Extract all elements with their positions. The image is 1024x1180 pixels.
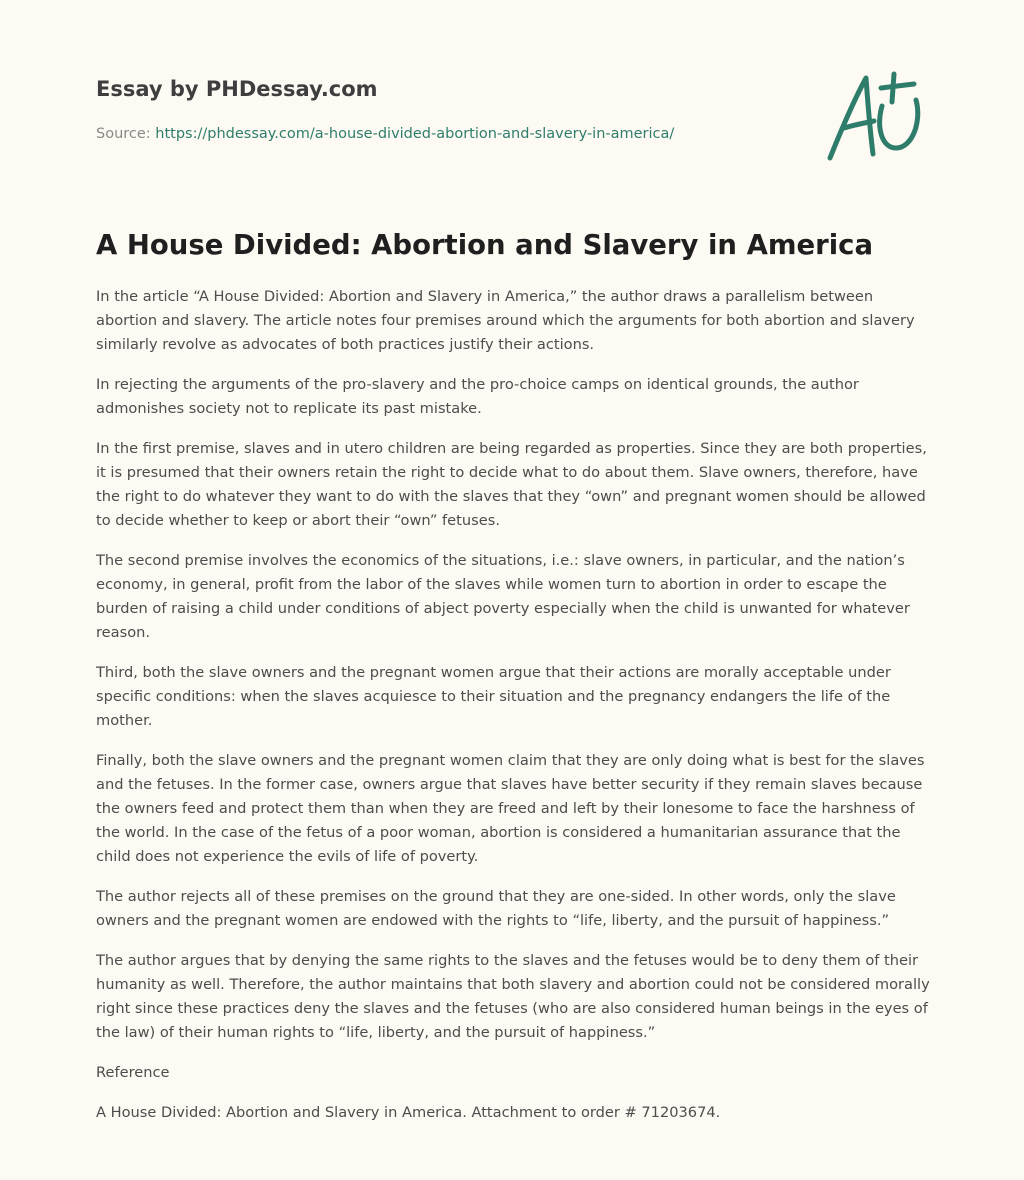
paragraph: In rejecting the arguments of the pro-slavery and the pro-choice camps on identical grounds, the author admonishes society not to replicate its past mistake.	[96, 376, 859, 417]
essay-body	[96, 285, 938, 1141]
site-title: Essay by PHDessay.com	[96, 77, 378, 101]
paragraph: In the first premise, slaves and in utero children are being regarded as properties. Since they are both properties, it is presumed that their owners retain the right to decide what to do about them. Slave owners, therefore, have the right to do whatever they want to do with the slaves that they “own” and pregnant women should be allowed to decide whether to keep or abort their “own” fetuses.	[96, 440, 927, 529]
source-label: Source:	[96, 126, 156, 142]
paragraph: Third, both the slave owners and the pregnant women argue that their actions are morally acceptable under specific conditions: when the slaves acquiesce to their situation and the pregnancy endangers the life of the mother.	[96, 664, 891, 729]
paragraph: Finally, both the slave owners and the pregnant women claim that they are only doing what is best for the slaves and the fetuses. In the former case, owners argue that slaves have better security if they remain slaves because the owners feed and protect them than when they are freed and left by their lonesome to face the harshness of the world. In the case of the fetus of a poor woman, abortion is considered a humanitarian assurance that the child does not experience the evils of life of poverty.	[96, 752, 925, 865]
reference-heading: Reference	[96, 1064, 170, 1081]
paragraph: The second premise involves the economics of the situations, i.e.: slave owners, in particular, and the nation’s economy, in general, profit from the labor of the slaves while women turn to abortion in order to escape the burden of raising a child under conditions of abject poverty especially when the child is unwanted for whatever reason.	[96, 552, 910, 641]
paragraph: The author rejects all of these premises on the ground that they are one-sided. In other words, only the slave owners and the pregnant women are endowed with the rights to “life, liberty, and the pursuit of happiness.”	[96, 888, 896, 929]
reference-entry: A House Divided: Abortion and Slavery in America. Attachment to order # 71203674.	[96, 1104, 721, 1121]
paragraph: The author argues that by denying the same rights to the slaves and the fetuses would be to deny them of their humanity as well. Therefore, the author maintains that both slavery and abortion could not be considered morally right since these practices deny the slaves and the fetuses (who are also considered human beings in the eyes of the law) of their human rights to “life, liberty, and the pursuit of happiness.”	[96, 952, 930, 1041]
essay-title: A House Divided: Abortion and Slavery in America	[96, 229, 874, 261]
paragraph: In the article “A House Divided: Abortion and Slavery in America,” the author draws a parallelism between abortion and slavery. The article notes four premises around which the arguments for both abortion and slavery similarly revolve as advocates of both practices justify their actions.	[96, 288, 915, 353]
source-link[interactable]: https://phdessay.com/a-house-divided-abortion-and-slavery-in-america/	[155, 126, 675, 142]
a-plus-logo-icon	[820, 66, 930, 166]
page-header	[96, 74, 796, 144]
source-line	[96, 124, 796, 144]
